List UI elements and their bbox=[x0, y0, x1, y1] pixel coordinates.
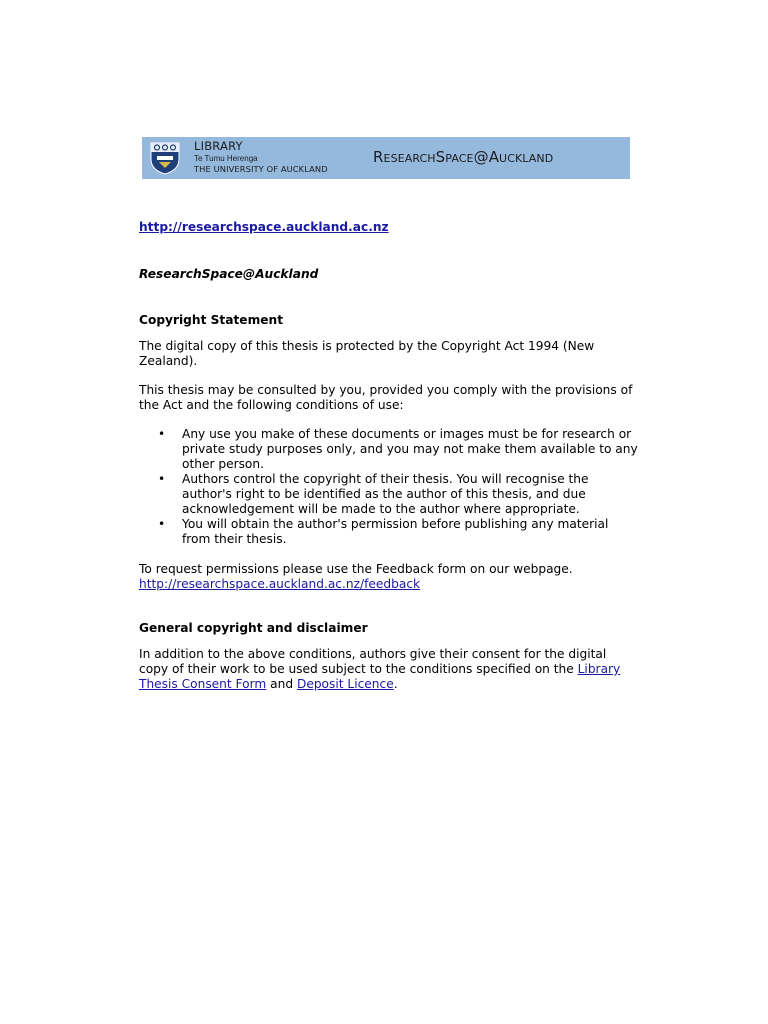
feedback-link[interactable]: http://researchspace.auckland.ac.nz/feedback bbox=[139, 577, 421, 591]
repository-title: ResearchSpace@Auckland bbox=[373, 148, 554, 166]
consent-form-link[interactable]: Library Thesis Consent Form bbox=[139, 662, 621, 691]
general-heading: General copyright and disclaimer bbox=[139, 621, 368, 635]
list-item: • You will obtain the author's permission before publishing any material from their thesis. bbox=[158, 517, 609, 546]
conditions-intro: This thesis may be consulted by you, provided you comply with the provisions of the Act and the following conditions of use: bbox=[139, 383, 633, 412]
site-name: ResearchSpace@Auckland bbox=[139, 267, 319, 281]
university-crest-icon bbox=[149, 141, 181, 175]
list-item: • Authors control the copyright of their thesis. You will recognise the author's right to be identified as the author of this thesis, and due acknowledgement will be made to the author where appropriate. bbox=[158, 472, 589, 516]
maori-name: Te Tumu Herenga bbox=[194, 154, 258, 163]
university-name: THE UNIVERSITY OF AUCKLAND bbox=[194, 164, 328, 174]
main-url-link[interactable]: http://researchspace.auckland.ac.nz bbox=[139, 220, 389, 234]
library-title: LIBRARY bbox=[194, 139, 243, 153]
copyright-paragraph: The digital copy of this thesis is protected by the Copyright Act 1994 (New Zealand). bbox=[139, 339, 595, 368]
disclaimer-paragraph: In addition to the above conditions, authors give their consent for the digital copy of their work to be used subject to the conditions specified on the Library Thesis Consent Form and Deposit Licence. bbox=[139, 647, 621, 691]
request-paragraph: To request permissions please use the Feedback form on our webpage. http://researchspace.auckland.ac.nz/feedback bbox=[139, 562, 573, 591]
document-body bbox=[139, 220, 639, 692]
conditions-list bbox=[139, 427, 639, 547]
copyright-heading: Copyright Statement bbox=[139, 313, 284, 327]
deposit-licence-link[interactable]: Deposit Licence bbox=[296, 677, 394, 691]
library-banner bbox=[139, 137, 630, 179]
list-item: • Any use you make of these documents or images must be for research or private study purposes only, and you may not make them available to any other person. bbox=[158, 427, 638, 471]
